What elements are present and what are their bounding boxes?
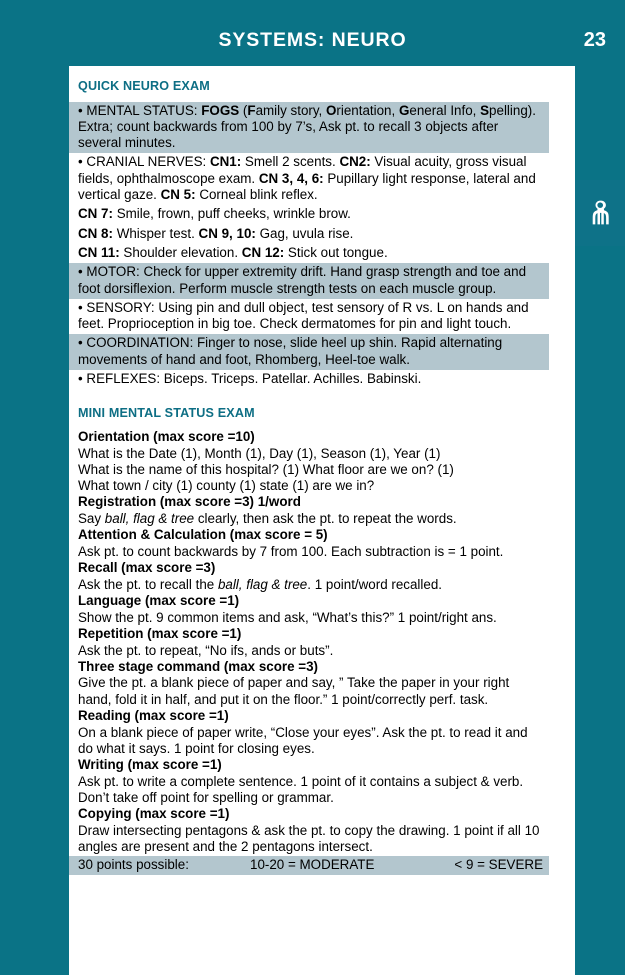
text-run: Smile, frown, puff cheeks, wrinkle brow.: [112, 206, 351, 222]
text-run: CN 3, 4, 6:: [258, 170, 324, 186]
exam-block-highlighted: [69, 263, 549, 299]
mmse-item-text: [69, 478, 549, 494]
quick-neuro-exam-blocks: [69, 102, 575, 390]
text-run: Shoulder elevation.: [119, 244, 242, 260]
exam-block: [69, 299, 549, 335]
mmse-item-title: [69, 757, 575, 774]
text-run: O: [326, 102, 337, 118]
text-run: clearly, then ask the pt. to repeat the words.: [194, 511, 457, 527]
text-run: • SENSORY: Using pin and dull object, test sensory of R vs. L on hands and feet. Proprioception in big toe. Check dermatomes for pin and light touch.: [78, 299, 529, 332]
text-run: CN 11:: [78, 244, 120, 260]
mmse-item-list: [69, 429, 575, 856]
text-run: Orientation (max score =10): [78, 428, 255, 444]
mmse-item-text: [69, 610, 549, 626]
text-run: Writing (max score =1): [78, 757, 222, 773]
mmse-item-text: [69, 643, 549, 659]
mmse-score-bar: [69, 856, 549, 875]
text-run: 1/word: [254, 494, 301, 510]
text-run: CN2:: [339, 154, 371, 170]
text-run: Draw intersecting pentagons & ask the pt. to copy the drawing. 1 point if all 10 angles are present and the 2 pentagons intersect.: [78, 823, 540, 855]
score-moderate: 10-20 = MODERATE: [250, 856, 375, 872]
mmse-item-title: [69, 593, 575, 610]
exam-block-highlighted: [69, 102, 549, 154]
text-run: Reading (max score =1): [78, 708, 229, 724]
page-title: SYSTEMS: NEURO: [218, 29, 407, 51]
text-run: Corneal blink reflex.: [195, 187, 318, 203]
text-run: . 1 point/word recalled.: [307, 576, 442, 592]
text-run: G: [398, 102, 410, 118]
exam-block: [69, 205, 549, 224]
score-total: 30 points possible:: [78, 856, 189, 872]
text-run: S: [480, 102, 490, 118]
text-run: Three stage command (max score =3): [78, 658, 319, 674]
spacer: [69, 389, 575, 407]
text-run: • COORDINATION: Finger to nose, slide heel up shin. Rapid alternating movements of hand and foot, Rhomberg, Heel-toe walk.: [78, 335, 503, 367]
text-run: • MENTAL STATUS:: [78, 102, 202, 118]
head-neuro-icon: [588, 200, 612, 226]
mmse-item-title: [69, 527, 575, 544]
text-run: Stick out tongue.: [284, 244, 388, 260]
text-run: Gag, uvula rise.: [255, 225, 354, 241]
mmse-item-title: [69, 806, 575, 823]
text-run: CN 12:: [241, 244, 285, 260]
mmse-item-title: [69, 659, 575, 676]
text-run: pelling). Extra; count backwards from 100 by 7’s, Ask pt. to recall 3 objects after several minutes.: [78, 102, 536, 151]
text-run: Ask the pt. to repeat, “No ifs, ands or buts”.: [78, 642, 334, 658]
text-run: Recall (max score =3): [78, 560, 216, 576]
text-run: Visual acuity, gross visual fields, ophthalmoscope exam.: [78, 154, 527, 186]
text-run: What is the Date (1), Month (1), Day (1), Season (1), Year (1): [78, 445, 441, 461]
mmse-item-text: [69, 577, 549, 593]
mmse-item-text: [69, 823, 549, 856]
mmse-item-title: [69, 560, 575, 577]
mmse-item-text: [69, 462, 549, 478]
page-header: [0, 0, 625, 66]
text-run: Language (max score =1): [78, 593, 240, 609]
text-run: Ask pt. to count backwards by 7 from 100. Each subtraction is = 1 point.: [78, 543, 504, 559]
score-severe: < 9 = SEVERE: [454, 856, 543, 872]
exam-block: [69, 225, 549, 244]
mmse-item-title: [69, 626, 575, 643]
text-run: Registration (max score =3): [78, 494, 255, 510]
text-run: CN 9, 10:: [198, 225, 256, 241]
spacer: [69, 93, 575, 102]
mmse-item-title: [69, 708, 575, 725]
mmse-item-text: [69, 511, 549, 527]
text-run: Repetition (max score =1): [78, 625, 242, 641]
text-run: ball, flag & tree: [217, 576, 308, 592]
mmse-item-text: [69, 675, 549, 708]
text-run: CN 8:: [78, 225, 113, 241]
text-run: eneral Info,: [409, 102, 481, 118]
mmse-item-text: [69, 725, 549, 758]
text-run: FOGS: [201, 102, 240, 118]
mmse-item-title: [69, 429, 575, 446]
text-run: Whisper test.: [112, 225, 199, 241]
exam-block-highlighted: [69, 334, 549, 370]
text-run: • MOTOR: Check for upper extremity drift. Hand grasp strength and toe and foot dorsiflexion. Perform muscle strength tests on each muscle group.: [78, 264, 527, 296]
text-run: Ask the pt. to recall the: [78, 576, 218, 592]
quick-neuro-exam-heading: QUICK NEURO EXAM: [78, 79, 210, 93]
text-run: F: [247, 102, 256, 118]
side-tab-neuro[interactable]: [575, 180, 625, 246]
text-run: On a blank piece of paper write, “Close your eyes”. Ask the pt. to read it and do what it says. 1 point for closing eyes.: [78, 724, 528, 756]
text-run: ball, flag & tree: [104, 511, 195, 527]
text-run: Ask pt. to write a complete sentence. 1 point of it contains a subject & verb. Don’t take off point for spelling or grammar.: [78, 773, 524, 806]
text-run: rientation,: [336, 102, 399, 118]
mmse-item-text: [69, 774, 549, 807]
mmse-item-text: [69, 544, 549, 560]
exam-block: [69, 153, 549, 205]
text-run: (: [239, 102, 248, 118]
text-run: CN 5:: [160, 187, 196, 203]
text-run: Smell 2 scents.: [241, 154, 340, 170]
text-run: CN1:: [209, 154, 242, 170]
mmse-item-title: [69, 494, 575, 511]
exam-block: [69, 370, 549, 389]
text-run: amily story,: [255, 102, 326, 118]
text-run: • REFLEXES: Biceps. Triceps. Patellar. Achilles. Babinski.: [78, 371, 422, 387]
text-run: Give the pt. a blank piece of paper and say, ” Take the paper in your right hand, fold it in half, and put it on the floor.” 1 point/correctly perf. task.: [78, 675, 510, 707]
text-run: What is the name of this hospital? (1) What floor are we on? (1): [78, 461, 454, 477]
text-run: Show the pt. 9 common items and ask, “What’s this?” 1 point/right ans.: [78, 609, 497, 625]
content-panel: [66, 66, 575, 975]
text-run: Say: [78, 511, 105, 527]
text-run: Copying (max score =1): [78, 806, 230, 822]
mmse-item-text: [69, 446, 549, 462]
text-run: CN 7:: [78, 206, 113, 222]
text-run: Attention & Calculation (max score = 5): [78, 527, 328, 543]
text-run: What town / city (1) county (1) state (1) are we in?: [78, 478, 375, 494]
mini-mental-status-exam-heading: MINI MENTAL STATUS EXAM: [78, 406, 255, 421]
exam-block: [69, 244, 549, 263]
page-number: 23: [583, 29, 606, 51]
text-run: Pupillary light response, lateral and vertical gaze.: [78, 170, 536, 203]
text-run: • CRANIAL NERVES:: [78, 154, 210, 170]
